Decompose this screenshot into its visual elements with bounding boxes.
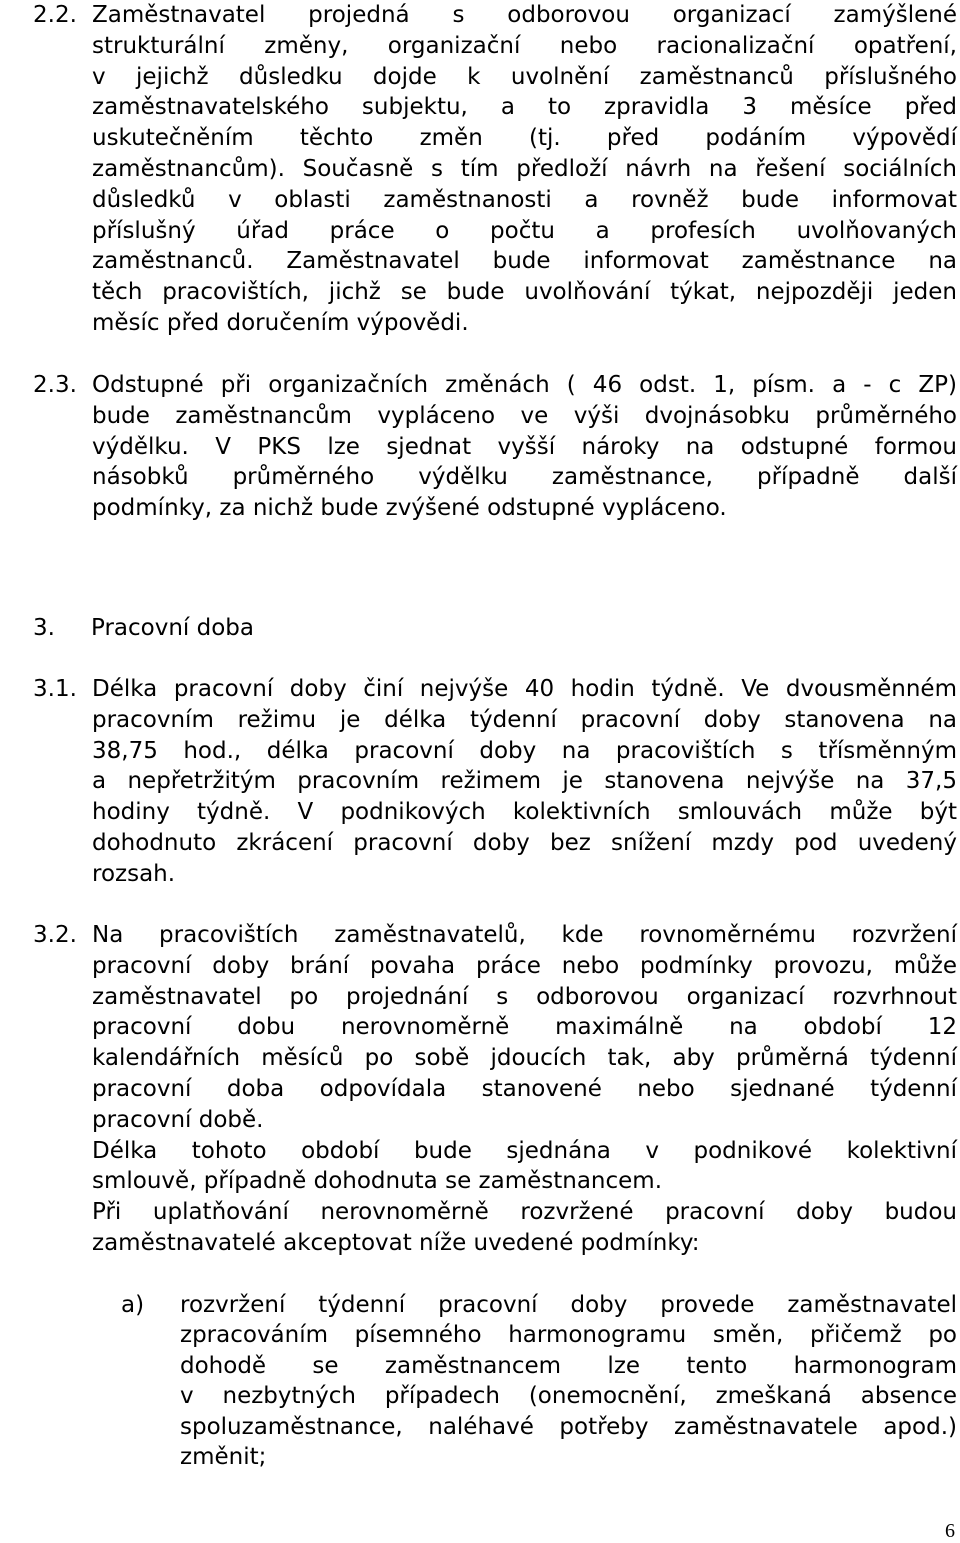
text-line: kalendářních měsíců po sobě jdoucích tak, aby průměrná týdenní <box>92 1045 957 1072</box>
text-line: strukturální změny, organizační nebo racionalizační opatření, <box>92 32 957 59</box>
text-line: 38,75 hod., délka pracovní doby na pracovištích s třísměnným <box>92 737 957 764</box>
text-line: pracovní dobu nerovnoměrně maximálně na období 12 <box>92 1014 957 1041</box>
section-number: 3.2. <box>33 922 77 948</box>
heading-number: 3. <box>33 615 55 641</box>
text-line: uskutečněním těchto změn (tj. před podáním výpovědí <box>92 125 957 152</box>
text-line: měsíc před doručením výpovědi. <box>92 309 469 336</box>
section-text <box>92 370 957 524</box>
text-line: Zaměstnavatel projedná s odborovou organizací zamýšlené <box>92 2 957 28</box>
section-3-2 <box>0 920 957 1259</box>
text-line: hodiny týdně. V podnikových kolektivních smlouvách může být <box>92 799 957 826</box>
section-text <box>92 920 957 1259</box>
heading-title: Pracovní doba <box>91 615 254 641</box>
section-heading <box>33 613 254 643</box>
text-line: Při uplatňování nerovnoměrně rozvržené pracovní doby budou <box>92 1199 957 1226</box>
section-number: 3.1. <box>33 676 77 702</box>
text-line: zaměstnavatelé akceptovat níže uvedené podmínky: <box>92 1229 700 1256</box>
section-text <box>92 674 957 890</box>
text-line: spoluzaměstnance, naléhavé potřeby zaměstnavatele apod.) <box>180 1413 957 1440</box>
text-line: pracovním režimu je délka týdenní pracovní doby stanovena na <box>92 706 957 733</box>
text-line: Délka pracovní doby činí nejvýše 40 hodin týdně. Ve dvousměnném <box>92 676 957 702</box>
text-line: dohodnuto zkrácení pracovní doby bez snížení mzdy pod uvedený <box>92 829 957 856</box>
text-line: zpracováním písemného harmonogramu směn, přičemž po <box>180 1322 957 1349</box>
text-line: Na pracovištích zaměstnavatelů, kde rovnoměrnému rozvržení <box>92 922 957 948</box>
text-line: násobků průměrného výdělku zaměstnance, případně další <box>92 464 957 491</box>
text-line: Odstupné při organizačních změnách ( 46 odst. 1, písm. a - c ZP) <box>92 372 957 398</box>
list-item-text <box>180 1290 957 1472</box>
text-line: v jejichž důsledku dojde k uvolnění zaměstnanců příslušného <box>92 63 957 90</box>
text-line: zaměstnanců. Zaměstnavatel bude informovat zaměstnance na <box>92 248 957 275</box>
text-line: důsledků v oblasti zaměstnanosti a rovněž bude informovat <box>92 186 957 213</box>
text-line: podmínky, za nichž bude zvýšené odstupné vypláceno. <box>92 495 727 522</box>
section-number: 2.3. <box>33 372 77 398</box>
text-line: výdělku. V PKS lze sjednat vyšší nároky na odstupné formou <box>92 433 957 460</box>
section-2-3 <box>0 370 957 524</box>
text-line: dohodě se zaměstnancem lze tento harmonogram <box>180 1352 957 1379</box>
list-item-letter: a) <box>121 1292 145 1318</box>
text-line: změnit; <box>180 1444 267 1471</box>
text-line: rozsah. <box>92 860 176 887</box>
text-line: těch pracovištích, jichž se bude uvolňování týkat, nejpozději jeden <box>92 279 957 306</box>
text-line: zaměstnavatel po projednání s odborovou organizací rozvrhnout <box>92 983 957 1010</box>
text-line: a nepřetržitým pracovním režimem je stanovena nejvýše na 37,5 <box>92 768 957 795</box>
text-line: pracovní doby brání povaha práce nebo podmínky provozu, může <box>92 952 957 979</box>
page-number: 6 <box>945 1520 955 1542</box>
text-line: pracovní době. <box>92 1106 264 1133</box>
text-line: příslušný úřad práce o počtu a profesích uvolňovaných <box>92 217 957 244</box>
section-3-1 <box>0 674 957 890</box>
list-item-a <box>0 1290 957 1472</box>
text-line: bude zaměstnancům vypláceno ve výši dvojnásobku průměrného <box>92 402 957 429</box>
section-text <box>92 0 957 339</box>
text-line: zaměstnancům). Současně s tím předloží návrh na řešení sociálních <box>92 155 957 182</box>
text-line: rozvržení týdenní pracovní doby provede zaměstnavatel <box>180 1292 957 1318</box>
text-line: zaměstnavatelského subjektu, a to zpravidla 3 měsíce před <box>92 94 957 121</box>
text-line: Délka tohoto období bude sjednána v podnikové kolektivní <box>92 1137 957 1164</box>
section-number: 2.2. <box>33 2 77 28</box>
text-line: v nezbytných případech (onemocnění, zmeškaná absence <box>180 1383 957 1410</box>
section-2-2 <box>0 0 957 339</box>
text-line: pracovní doba odpovídala stanovené nebo sjednané týdenní <box>92 1075 957 1102</box>
text-line: smlouvě, případně dohodnuta se zaměstnancem. <box>92 1168 663 1195</box>
